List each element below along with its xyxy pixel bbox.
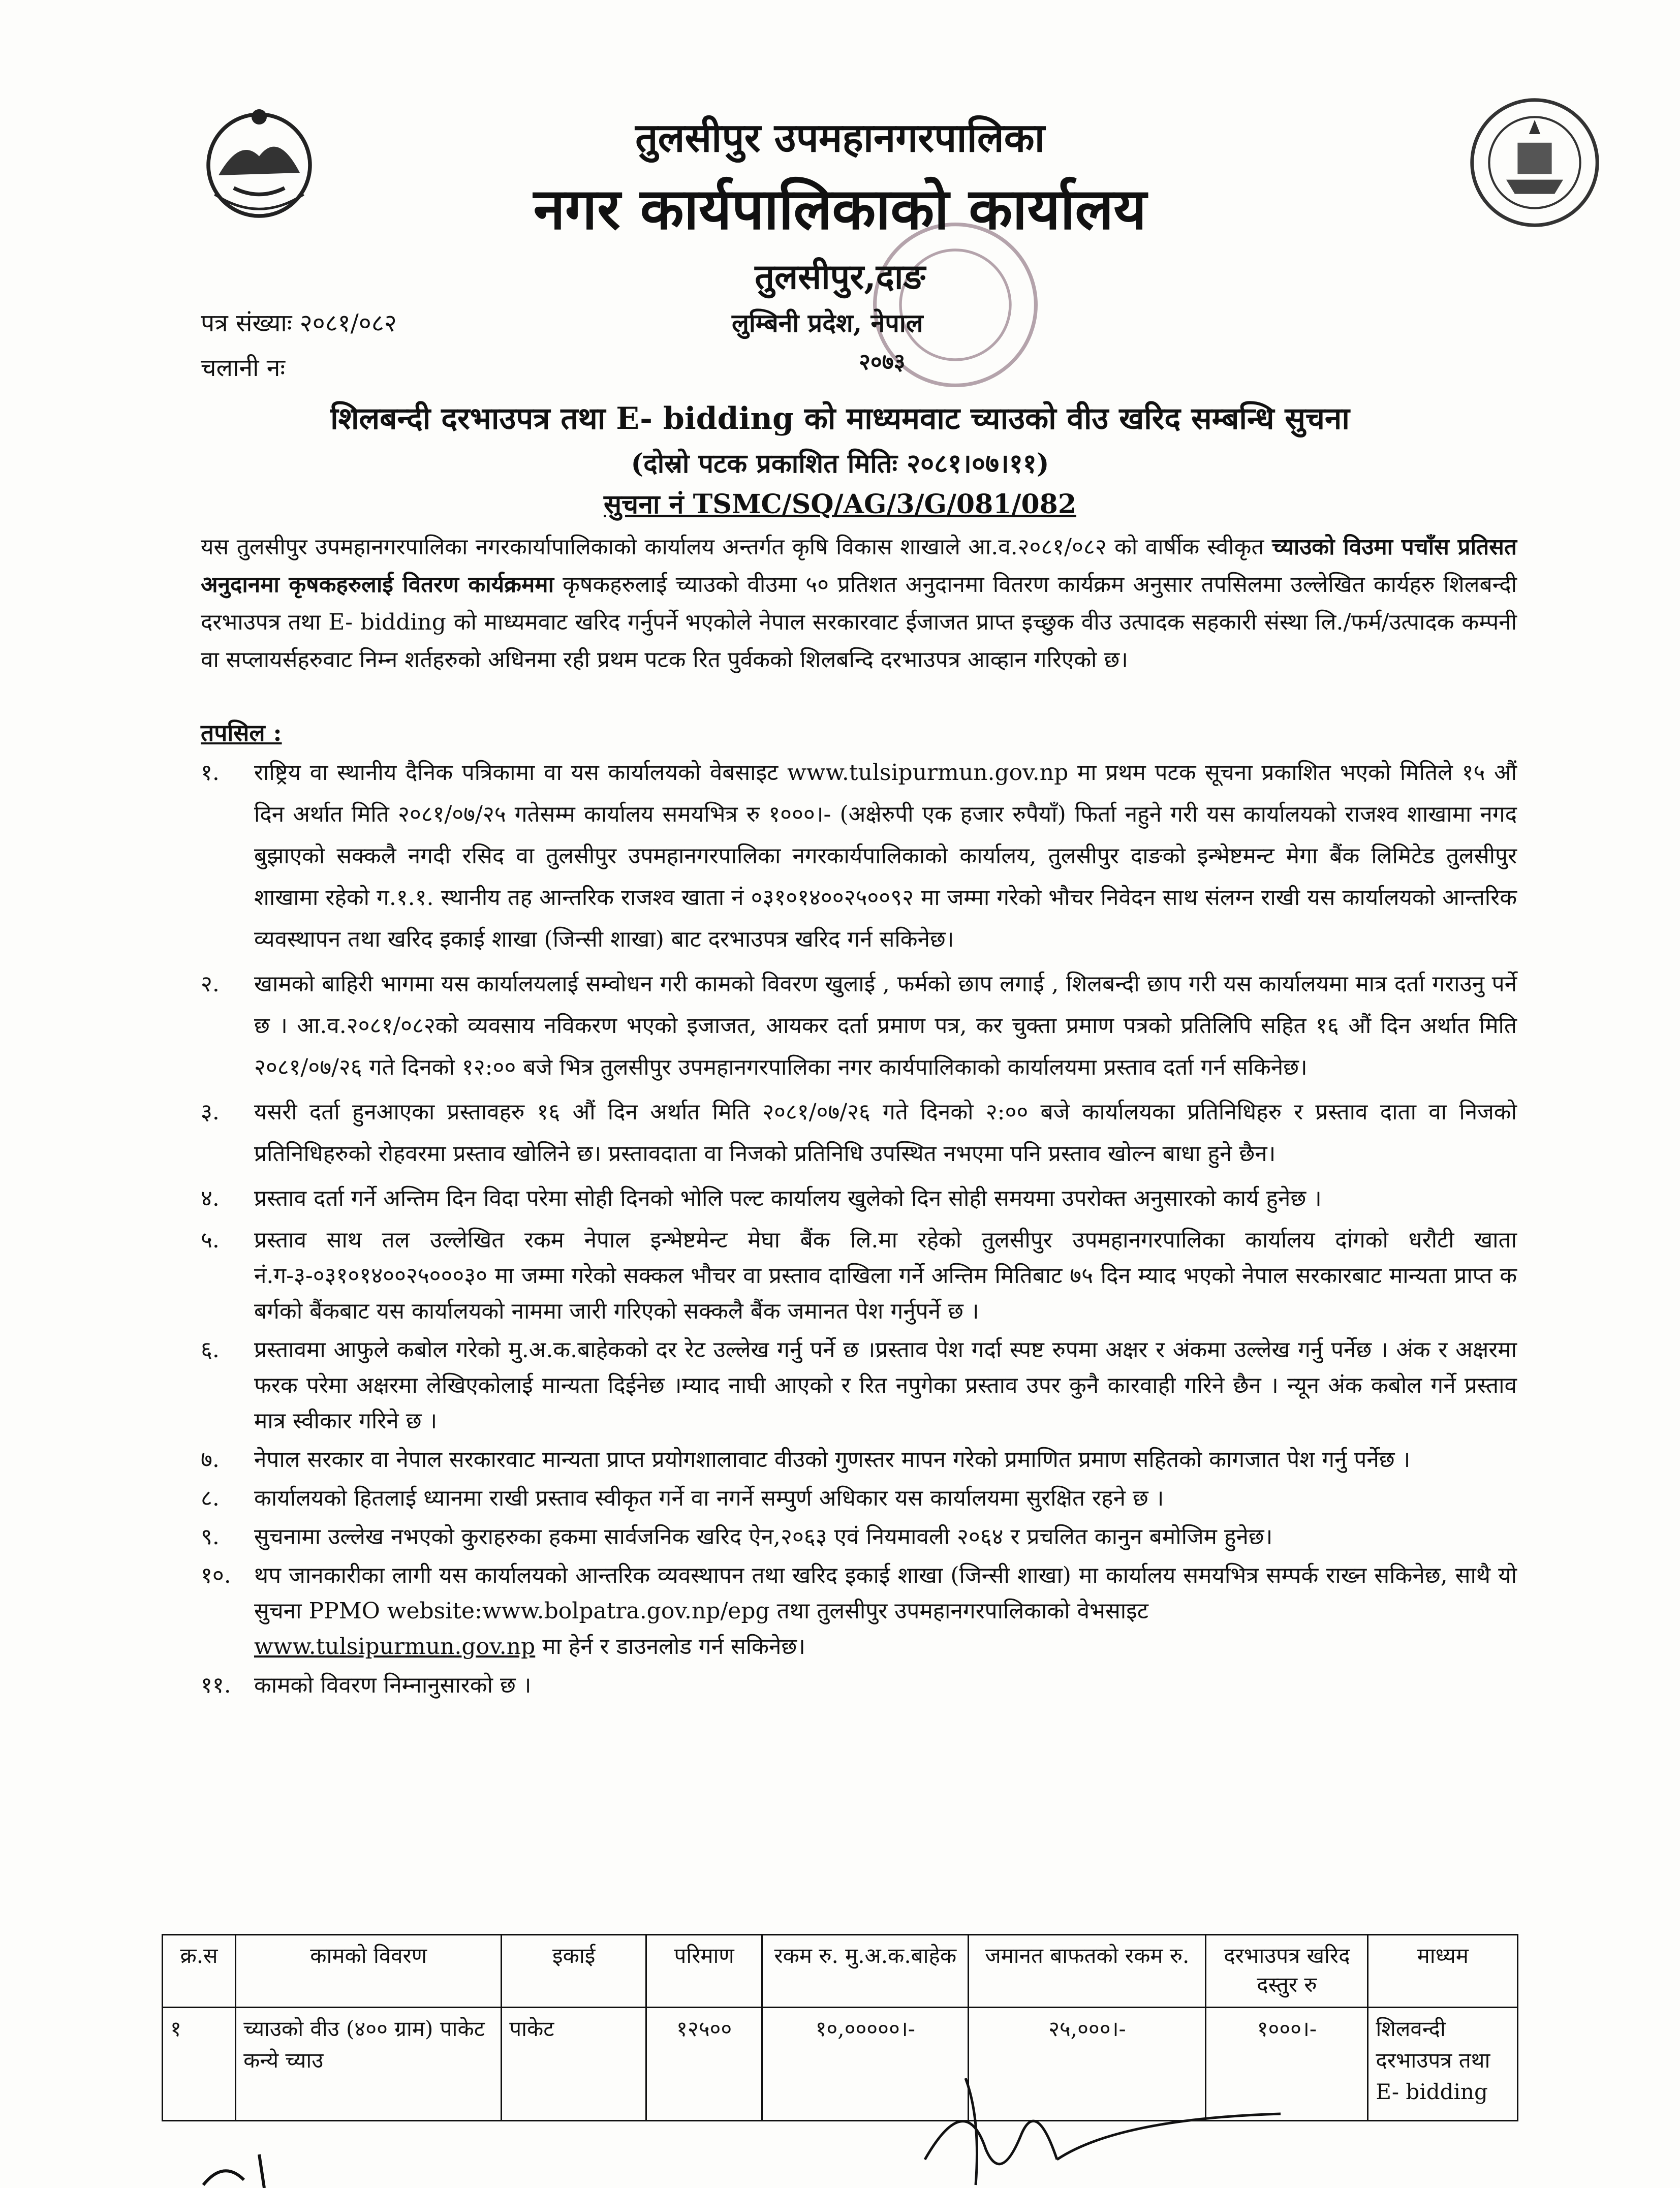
item-text: सुचनामा उल्लेख नभएको कुराहरुका हकमा सार्वजनिक खरिद ऐन,२०६३ एवं नियमावली २०६४ र प्रचलित कानुन बमोजिम हुनेछ। [254, 1524, 1273, 1550]
col-sn: क्र.स [163, 1935, 236, 2008]
item-text-after: मा हेर्न र डाउनलोड गर्न सकिनेछ। [535, 1634, 805, 1660]
item-text: कार्यालयको हितलाई ध्यानमा राखी प्रस्ताव स्वीकृत गर्ने वा नगर्ने सम्पुर्ण अधिकार यस कार्यालयमा सुरक्षित रहने छ । [254, 1485, 1164, 1511]
item-text: खामको बाहिरी भागमा यस कार्यालयलाई सम्वोधन गरी कामको विवरण खुलाई , फर्मको छाप लगाई , शिलबन्दी छाप गरी यस कार्यालयमा मात्र दर्ता गराउनु पर्ने छ । आ.व.२०८१/०८२को व्यवसाय नविकरण भएको इजाजत, आयकर दर्ता प्रमाण पत्र, कर चुक्ता प्रमाण पत्रको प्रतिलिपि सहित १६ औं दिन अर्थात मिति २०८१/०७/२६ गते दिनको १२:०० बजे भित्र तुलसीपुर उपमहानगरपालिका नगर कार्यपालिकाको कार्यालयमा प्रस्ताव दर्ता गर्न सकिनेछ। [254, 971, 1517, 1080]
item-number: २. [201, 971, 220, 997]
condition-item [201, 1519, 1517, 1555]
cell-fee: १०००।- [1206, 2008, 1368, 2121]
office-name: नगर कार्यपालिकाको कार्यालय [533, 176, 1147, 242]
condition-item [201, 1442, 1517, 1478]
website-link[interactable]: www.tulsipurmun.gov.np [254, 1634, 536, 1660]
item-text: कामको विवरण निम्नानुसारको छ । [254, 1672, 532, 1698]
item-text: प्रस्ताव दर्ता गर्ने अन्तिम दिन विदा परेमा सोही दिनको भोलि पल्ट कार्यालय खुलेको दिन सोही समयमा उपरोक्त अनुसारको कार्य हुनेछ । [254, 1185, 1322, 1211]
condition-item [201, 752, 1517, 960]
condition-item [201, 1178, 1517, 1220]
item-number: १०. [201, 1562, 231, 1588]
item-number: ११. [201, 1672, 231, 1698]
item-number: ६. [201, 1337, 220, 1363]
item-text: प्रस्तावमा आफुले कबोल गरेको मु.अ.क.बाहेकको दर रेट उल्लेख गर्नु पर्ने छ ।प्रस्ताव पेश गर्दा स्पष्ट रुपमा अक्षर र अंकमा उल्लेख गर्नु पर्नेछ । अंक र अक्षरमा फरक परेमा अक्षरमा लेखिएकोलाई मान्यता दिईनेछ ।म्याद नाघी आएको र रित नपुगेका प्रस्ताव उपर कुनै कारवाही गरिने छैन । न्यून अंक कबोल गर्ने प्रस्ताव मात्र स्वीकार गरिने छ । [254, 1337, 1517, 1434]
intro-text-bold: च्याउको विउमा पचाँस प्रतिसत अनुदानमा कृषकहरुलाई वितरण कार्यक्रममा [201, 534, 1517, 598]
condition-item [201, 1223, 1517, 1329]
conditions-list [201, 752, 1517, 1706]
col-fee: दरभाउपत्र खरिद दस्तुर रु [1206, 1935, 1368, 2008]
cell-sn: १ [163, 2008, 236, 2121]
intro-text-1: यस तुलसीपुर उपमहानगरपालिका नगरकार्यापालिकाको कार्यालय अन्तर्गत कृषि विकास शाखाले आ.व.२०८१/०८२ को वार्षीक स्वीकृत [201, 534, 1272, 560]
publication-date: (दोस्रो पटक प्रकाशित मितिः २०८१।०७।११) [631, 448, 1049, 479]
item-number: ९. [201, 1524, 220, 1550]
city-name: तुलसीपुर,दाङ [755, 257, 925, 297]
dispatch-number: चलानी नः [201, 354, 286, 382]
condition-item [201, 1558, 1517, 1665]
cell-medium: शिलवन्दी दरभाउपत्र तथा E- bidding [1368, 2008, 1518, 2121]
condition-item [201, 1668, 1517, 1703]
table-row [163, 2008, 1518, 2121]
item-text: यसरी दर्ता हुनआएका प्रस्तावहरु १६ औं दिन अर्थात मिति २०८१/०७/२६ गते दिनको २:०० बजे कार्यालयका प्रतिनिधिहरु र प्रस्ताव दाता वा निजको प्रतिनिधिहरुको रोहवरमा प्रस्ताव खोलिने छ। प्रस्तावदाता वा निजको प्रतिनिधि उपस्थित नभएमा पनि प्रस्ताव खोल्न बाधा हुने छैन। [254, 1099, 1517, 1167]
cell-description: च्याउको वीउ (४०० ग्राम) पाकेट कन्ये च्याउ [236, 2008, 502, 2121]
details-heading: तपसिल : [201, 719, 282, 746]
item-number: ७. [201, 1447, 220, 1473]
condition-item [201, 963, 1517, 1088]
item-number: ४. [201, 1185, 220, 1211]
notice-reference: सुचना नं TSMC/SQ/AG/3/G/081/082 [604, 489, 1076, 520]
cell-unit: पाकेट [502, 2008, 646, 2121]
cell-amount: १०,०००००।- [762, 2008, 969, 2121]
item-text [254, 1558, 1517, 1665]
col-security: जमानत बाफतको रकम रु. [969, 1935, 1206, 2008]
col-unit: इकाई [502, 1935, 646, 2008]
works-table [162, 1934, 1518, 2121]
initials-icon [193, 2149, 346, 2188]
municipality-name: तुलसीपुर उपमहानगरपालिका [635, 115, 1045, 161]
intro-text-2: कृषकहरुलाई च्याउको वीउमा ५० प्रतिशत अनुदानमा वितरण कार्यक्रम अनुसार तपसिलमा उल्लेखित कार्यहरु शिलबन्दी दरभाउपत्र तथा E- bidding को माध्यमवाट खरिद गर्नुपर्ने भएकोले नेपाल सरकारवाट ईजाजत प्राप्त इच्छुक वीउ उत्पादक सहकारी संस्था लि./फर्म/उत्पादक कम्पनी वा सप्लायर्सहरुवाट निम्न शर्तहरुको अधिनमा रही प्रथम पटक रित पुर्वकको शिलबन्दि दरभाउपत्र आव्हान गरिएको छ। [201, 572, 1517, 673]
condition-item [201, 1332, 1517, 1439]
established-year: २०७३ [859, 349, 906, 375]
item-number: १. [201, 760, 220, 786]
cell-security: २५,०००।- [969, 2008, 1206, 2121]
col-medium: माध्यम [1368, 1935, 1518, 2008]
item-text: नेपाल सरकार वा नेपाल सरकारवाट मान्यता प्राप्त प्रयोगशालावाट वीउको गुणस्तर मापन गरेको प्रमाणित प्रमाण सहितको कागजात पेश गर्नु पर्नेछ । [254, 1447, 1411, 1473]
item-text-main: थप जानकारीका लागी यस कार्यालयको आन्तरिक व्यवस्थापन तथा खरिद इकाई शाखा (जिन्सी शाखा) मा कार्यालय समयभित्र सम्पर्क राख्न सकिनेछ, साथै यो सुचना PPMO website:www.bolpatra.gov.np/epg तथा तुलसीपुर उपमहानगरपालिकाको वेभसाइट [254, 1562, 1517, 1624]
letter-number: पत्र संख्याः २०८१/०८२ [201, 309, 397, 337]
col-quantity: परिमाण [646, 1935, 762, 2008]
item-number: ५. [201, 1227, 220, 1253]
item-number: ३. [201, 1099, 220, 1125]
item-number: ८. [201, 1485, 220, 1511]
signature-icon [905, 2058, 1291, 2188]
condition-item [201, 1091, 1517, 1175]
cell-quantity: १२५०० [646, 2008, 762, 2121]
table-header-row [163, 1935, 1518, 2008]
intro-paragraph [201, 528, 1517, 679]
item-text: प्रस्ताव साथ तल उल्लेखित रकम नेपाल इन्भेष्टमेन्ट मेघा बैंक लि.मा रहेको तुलसीपुर उपमहानगरपालिका कार्यालय दांगको धरौटी खाता नं.ग-३-०३१०१४००२५०००३० मा जम्मा गरेको सक्कल भौचर वा प्रस्ताव दाखिला गर्ने अन्तिम मितिबाट ७५ दिन म्याद भएको नेपाल सरकारबाट मान्यता प्राप्त क बर्गको बैंकबाट यस कार्यालयको नाममा जारी गरिएको सक्कलै बैंक जमानत पेश गर्नुपर्ने छ । [254, 1227, 1517, 1324]
province-name: लुम्बिनी प्रदेश, नेपाल [732, 308, 923, 338]
item-text: राष्ट्रिय वा स्थानीय दैनिक पत्रिकामा वा यस कार्यालयको वेबसाइट www.tulsipurmun.gov.np मा प्रथम पटक सूचना प्रकाशित भएको मितिले १५ औं दिन अर्थात मिति २०८१/०७/२५ गतेसम्म कार्यालय समयभित्र रु १०००।- (अक्षेरुपी एक हजार रुपैयाँ) फिर्ता नहुने गरी यस कार्यालयको राजश्व शाखामा नगद बुझाएको सक्कलै नगदी रसिद वा तुलसीपुर उपमहानगरपालिका नगरकार्यपालिकाको कार्यालय, तुलसीपुर दाङको इन्भेष्टमन्ट मेगा बैंक लिमिटेड तुलसीपुर शाखामा रहेको ग.१.१. स्थानीय तह आन्तरिक राजश्व खाता नं ०३१०१४००२५००९२ मा जम्मा गरेको भौचर निवेदन साथ संलग्न राखी यस कार्यालयको आन्तरिक व्यवस्थापन तथा खरिद इकाई शाखा (जिन्सी शाखा) बाट दरभाउपत्र खरिद गर्न सकिनेछ। [254, 760, 1517, 952]
col-description: कामको विवरण [236, 1935, 502, 2008]
notice-title: शिलबन्दी दरभाउपत्र तथा E- bidding को माध्यमवाट च्याउको वीउ खरिद सम्बन्धि सुचना [330, 401, 1350, 436]
condition-item [201, 1481, 1517, 1516]
col-amount: रकम रु. मु.अ.क.बाहेक [762, 1935, 969, 2008]
